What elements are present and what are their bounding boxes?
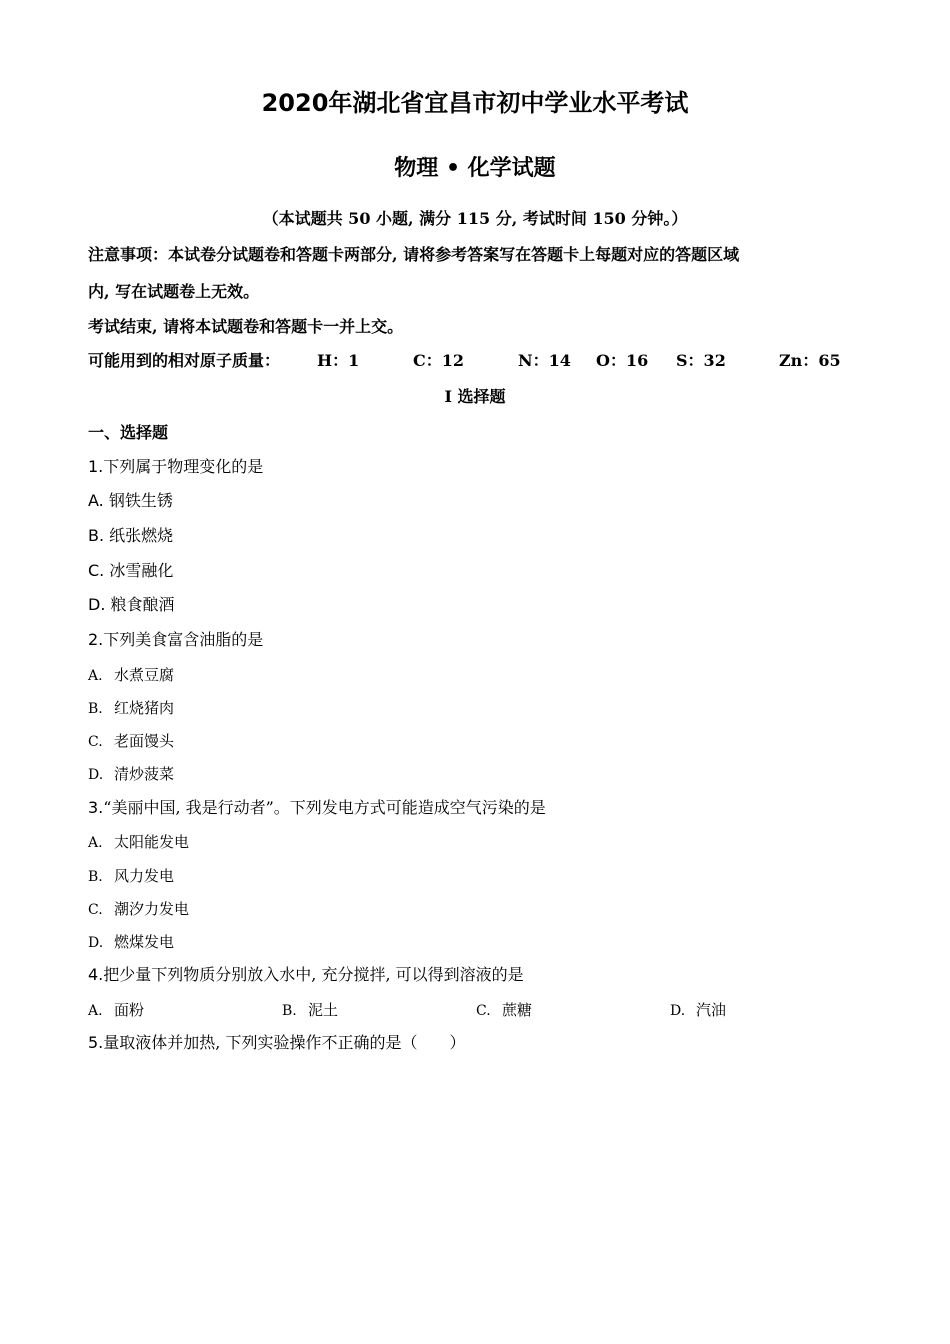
option-text: 风力发电 xyxy=(114,867,175,885)
option-text: 蔗糖 xyxy=(502,1001,533,1019)
option-letter: D. xyxy=(88,767,104,783)
atom-h: H：1 xyxy=(317,351,360,370)
option-letter: B. xyxy=(88,701,103,717)
notes-line-1: 注意事项：本试卷分试题卷和答题卡两部分, 请将参考答案写在答题卡上每题对应的答题区域 xyxy=(88,245,740,264)
question-3-option-d xyxy=(88,932,174,953)
option-letter: A. xyxy=(88,491,104,510)
option-text: 面粉 xyxy=(114,1001,145,1019)
question-4-option-a xyxy=(88,1000,144,1021)
question-3-text: “美丽中国, 我是行动者”。下列发电方式可能造成空气污染的是 xyxy=(103,798,546,817)
notes-line-3: 考试结束, 请将本试题卷和答题卡一并上交。 xyxy=(88,317,404,336)
question-5 xyxy=(88,1033,465,1053)
question-4-option-d xyxy=(670,1000,726,1021)
question-1-option-d xyxy=(88,595,175,615)
question-5-text: 量取液体并加热, 下列实验操作不正确的是（ ） xyxy=(103,1033,466,1052)
option-letter: C. xyxy=(88,561,105,580)
exam-title: 2020年湖北省宜昌市初中学业水平考试 xyxy=(261,89,689,117)
question-3-option-a xyxy=(88,832,189,853)
option-letter: C. xyxy=(476,1003,491,1019)
atomic-mass-line xyxy=(88,351,280,371)
atom-c: C：12 xyxy=(413,351,465,370)
section-title: 一、选择题 xyxy=(88,423,169,442)
atom-n: N：14 xyxy=(518,351,571,370)
question-4-number: 4. xyxy=(88,965,104,984)
question-2 xyxy=(88,630,263,650)
exam-info: （本试题共 50 小题, 满分 115 分, 考试时间 150 分钟。） xyxy=(262,209,688,228)
question-3-option-c xyxy=(88,899,189,920)
notes-line-2: 内, 写在试题卷上无效。 xyxy=(88,282,260,301)
option-text: 纸张燃烧 xyxy=(109,526,174,545)
option-text: 红烧猪肉 xyxy=(114,699,175,717)
question-2-number: 2. xyxy=(88,630,104,649)
question-1-option-b xyxy=(88,526,173,546)
question-2-option-a xyxy=(88,665,174,686)
question-4-option-c xyxy=(476,1000,532,1021)
option-letter: A. xyxy=(88,668,103,684)
option-text: 燃煤发电 xyxy=(114,933,175,951)
question-5-number: 5. xyxy=(88,1033,104,1052)
option-text: 水煮豆腐 xyxy=(114,666,175,684)
question-2-option-c xyxy=(88,731,174,752)
option-letter: C. xyxy=(88,902,103,918)
question-1-number: 1. xyxy=(88,457,104,476)
atom-zn: Zn：65 xyxy=(779,351,841,370)
option-text: 冰雪融化 xyxy=(109,561,174,580)
part-title: I 选择题 xyxy=(444,387,506,406)
option-letter: B. xyxy=(88,526,105,545)
option-text: 粮食酿酒 xyxy=(110,595,175,614)
question-4 xyxy=(88,965,524,985)
option-text: 泥土 xyxy=(308,1001,339,1019)
exam-subtitle: 物理 • 化学试题 xyxy=(394,156,556,181)
question-1-option-c xyxy=(88,561,173,581)
option-text: 太阳能发电 xyxy=(114,833,190,851)
option-text: 钢铁生锈 xyxy=(108,491,173,510)
question-3-number: 3. xyxy=(88,798,104,817)
option-letter: A. xyxy=(88,835,103,851)
question-4-option-b xyxy=(282,1000,338,1021)
atomic-mass-label: 可能用到的相对原子质量： xyxy=(88,351,281,370)
option-letter: D. xyxy=(88,595,106,614)
question-4-text: 把少量下列物质分别放入水中, 充分搅拌, 可以得到溶液的是 xyxy=(103,965,524,984)
option-letter: D. xyxy=(88,935,104,951)
question-3 xyxy=(88,798,546,818)
atom-s: S：32 xyxy=(676,351,726,370)
option-letter: B. xyxy=(282,1003,297,1019)
option-letter: B. xyxy=(88,869,103,885)
question-1 xyxy=(88,457,263,477)
option-text: 清炒菠菜 xyxy=(114,765,175,783)
question-2-option-d xyxy=(88,764,174,785)
option-letter: C. xyxy=(88,734,103,750)
option-text: 潮汐力发电 xyxy=(114,900,190,918)
option-letter: A. xyxy=(88,1003,103,1019)
question-3-option-b xyxy=(88,866,174,887)
question-2-text: 下列美食富含油脂的是 xyxy=(103,630,264,649)
option-letter: D. xyxy=(670,1003,686,1019)
question-2-option-b xyxy=(88,698,174,719)
option-text: 汽油 xyxy=(696,1001,727,1019)
atom-o: O：16 xyxy=(596,351,649,370)
option-text: 老面馒头 xyxy=(114,732,175,750)
question-1-text: 下列属于物理变化的是 xyxy=(103,457,264,476)
question-1-option-a xyxy=(88,491,173,511)
